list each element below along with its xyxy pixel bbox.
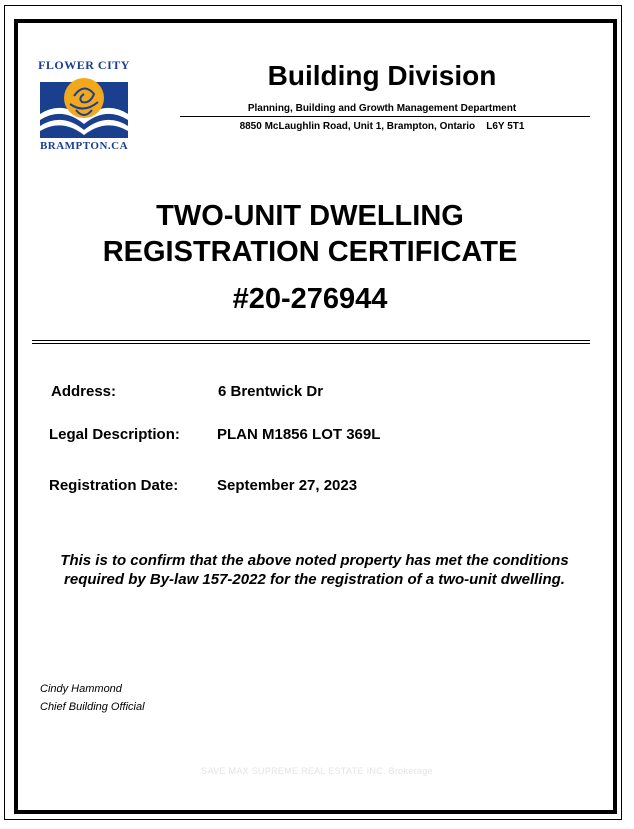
address-label: Address:	[51, 383, 117, 400]
legal-description-label: Legal Description:	[49, 426, 180, 443]
office-address: 8850 McLaughlin Road, Unit 1, Brampton, Ontario L6Y 5T1	[239, 121, 525, 132]
registration-date-label: Registration Date:	[49, 477, 179, 494]
confirmation-statement	[42, 551, 587, 589]
confirmation-line1: This is to confirm that the above noted property has met the conditions	[60, 552, 569, 569]
watermark-text: SAVE MAX SUPREME REAL ESTATE INC. Brokerage	[201, 766, 433, 776]
section-divider-bottom	[32, 343, 590, 344]
section-divider-top	[32, 340, 590, 341]
address-value: 6 Brentwick Dr	[218, 383, 324, 400]
signatory-name: Cindy Hammond	[40, 683, 122, 695]
header-divider	[180, 116, 590, 117]
certificate-title-line2: REGISTRATION CERTIFICATE	[102, 236, 518, 268]
legal-description-value: PLAN M1856 LOT 369L	[217, 426, 381, 443]
signatory-title: Chief Building Official	[40, 701, 145, 713]
certificate-title-line1: TWO-UNIT DWELLING	[156, 200, 464, 232]
certificate-number: #20-276944	[232, 283, 388, 315]
logo-bottom-text: BRAMPTON.CA	[39, 140, 129, 152]
confirmation-line2: required by By-law 157-2022 for the registration of a two-unit dwelling.	[64, 571, 565, 588]
flower-city-logo-icon	[40, 74, 128, 138]
department-name: Planning, Building and Growth Management Department	[247, 103, 517, 114]
logo-top-text: FLOWER CITY	[38, 58, 130, 72]
division-title: Building Division	[267, 60, 497, 91]
certificate-title	[30, 198, 590, 270]
registration-date-value: September 27, 2023	[217, 477, 358, 494]
